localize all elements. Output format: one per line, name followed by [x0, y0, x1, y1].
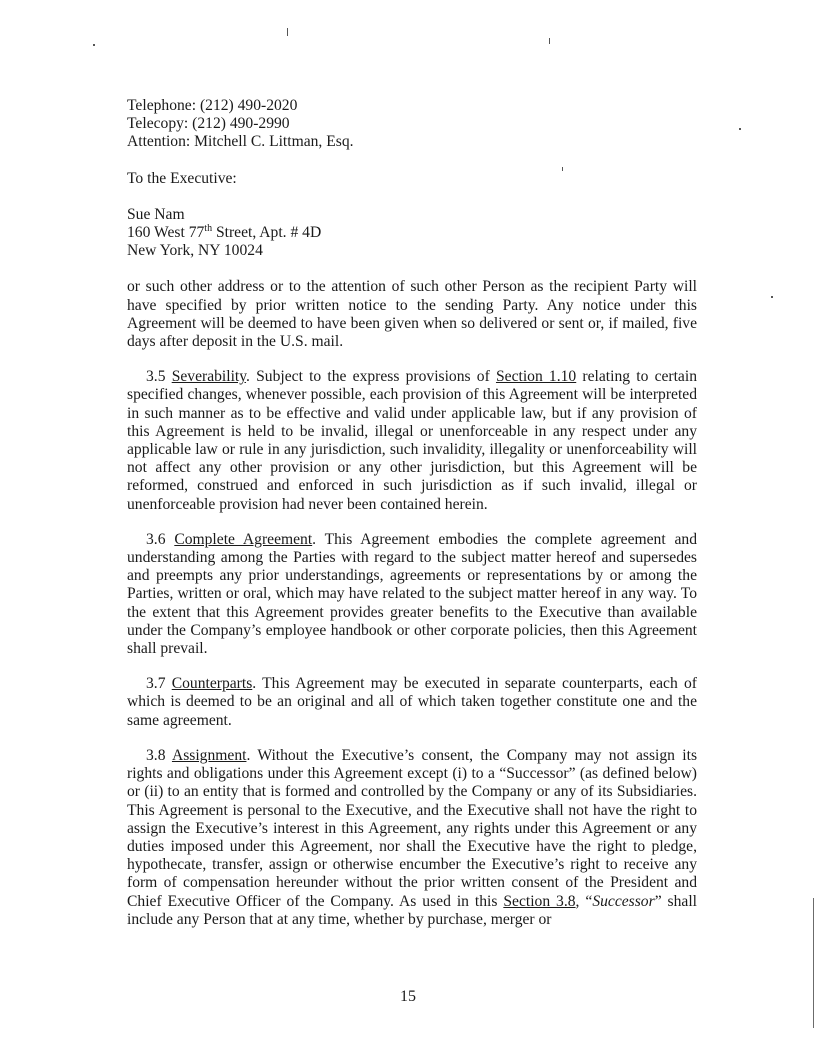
section-number: 3.6 [146, 530, 175, 548]
section-reference: Section 3.8 [503, 892, 576, 910]
executive-city: New York, NY 10024 [127, 242, 263, 260]
section-text: . Without the Executive’s consent, the Company may not assign its rights and obligations under this Agreement except (i) to a “Successor” (as defined below) or (ii) to an entity that is formed and controlled by the Company or any of its Subsidiaries. This Agreement is personal to the Executive, and the Executive shall not have the right to assign the Executive’s interest in this Agreement, any rights under this Agreement or any duties imposed under this Agreement, nor shall the Executive have the right to pledge, hypothecate, transfer, assign or otherwise encumber the Executive’s right to receive any form of compensation hereunder without the prior written consent of the President and Chief Executive Officer of the Company. As used in this [127, 746, 698, 910]
street-suffix: Street, Apt. # 4D [212, 224, 322, 242]
scan-edge-line [813, 898, 814, 1028]
telephone-line: Telephone: (212) 490-2020 [127, 97, 298, 114]
section-number: 3.5 [146, 368, 172, 386]
to-executive-label: To the Executive: [127, 169, 237, 187]
section-heading: Severability [171, 368, 247, 386]
scan-mark [287, 28, 288, 36]
executive-address-block [127, 206, 697, 261]
section-reference: Section 1.10 [495, 368, 577, 386]
section-heading: Assignment [171, 746, 247, 764]
street-ordinal: th [204, 222, 213, 234]
section-text: relating to certain specified changes, whenever possible, each provision of this Agreement will be interpreted in such manner as to be effective and valid under applicable law, but if any provision of this Agreement is held to be invalid, illegal or unenforceable in any respect under any applicable law or rule in any jurisdiction, such invalidity, illegality or unenforceability will not affect any other provision or any other jurisdiction, but this Agreement will be reformed, construed and enforced in such jurisdiction as if such invalid, illegal or unenforceable provision had never been contained herein. [127, 368, 697, 513]
executive-street [127, 224, 697, 242]
section-heading: Complete Agreement [174, 530, 313, 548]
section-3-5-severability [127, 368, 697, 514]
section-number: 3.8 [146, 746, 172, 764]
scan-mark [771, 296, 773, 298]
scan-mark [739, 128, 741, 130]
executive-name: Sue Nam [127, 205, 185, 223]
notice-paragraph: or such other address or to the attention of such other Person as the recipient Party will have specified by prior written notice to the sending Party. Any notice under this Agreement will be deemed to have been given when so delivered or sent or, if mailed, five days after deposit in the U.S. mail. [127, 278, 697, 351]
section-text: . This Agreement may be executed in separate counterparts, each of which is deemed to be an original and all of which taken together constitute one and the same agreement. [127, 675, 697, 729]
defined-term: Successor [592, 892, 655, 910]
scan-mark [93, 44, 95, 46]
section-text: ” shall include any Person that at any time, whether by purchase, merger or [127, 892, 697, 928]
section-text: , “ [575, 892, 593, 910]
telecopy-line: Telecopy: (212) 490-2990 [127, 115, 290, 133]
page-number: 15 [400, 988, 416, 1005]
section-text: . This Agreement embodies the complete agreement and understanding among the Parties with regard to the subject matter hereof and supersedes and preempts any prior understandings, agreements or representations by or among the Parties, written or oral, which may have related to the subject matter hereof in any way. To the extent that this Agreement provides greater benefits to the Executive than available under the Company’s employee handbook or other corporate policies, then this Agreement shall prevail. [127, 530, 697, 658]
attention-line: Attention: Mitchell C. Littman, Esq. [127, 133, 354, 151]
to-executive-heading [127, 170, 697, 188]
section-heading: Counterparts [171, 675, 253, 693]
section-number: 3.7 [146, 675, 172, 693]
section-text: . Subject to the express provisions of [246, 368, 496, 386]
street-prefix: 160 West 77 [127, 224, 205, 242]
company-contact-block [127, 97, 697, 152]
scan-mark [549, 38, 550, 44]
section-3-6-complete-agreement [127, 531, 697, 658]
section-3-8-assignment [127, 747, 697, 929]
section-3-7-counterparts [127, 675, 697, 730]
document-body [127, 97, 697, 929]
